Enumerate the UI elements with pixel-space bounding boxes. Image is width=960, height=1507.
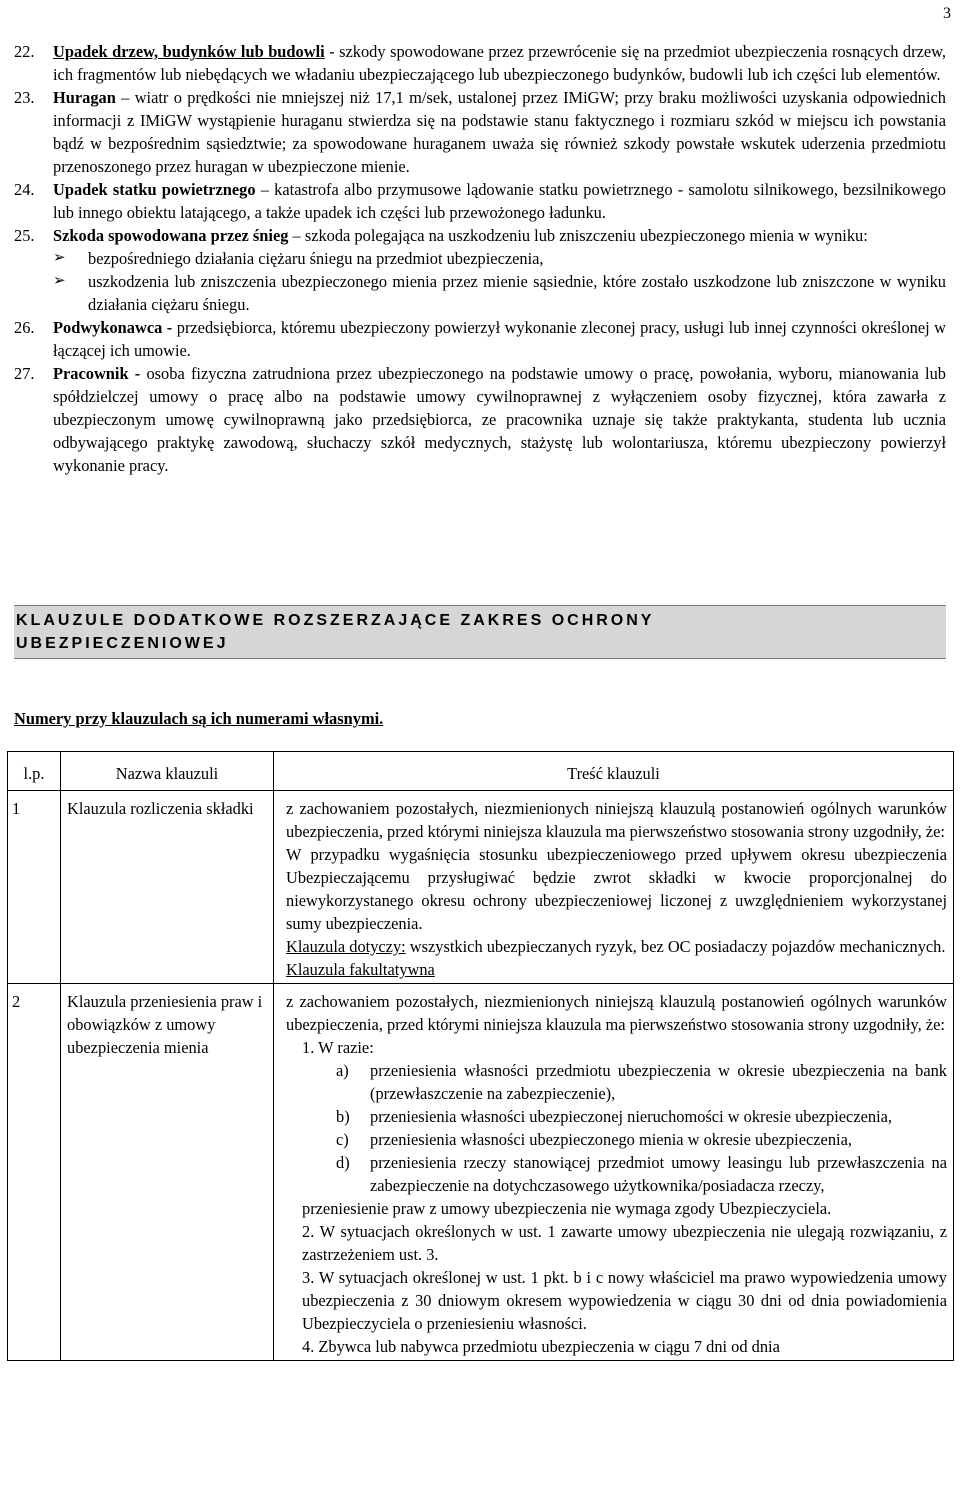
definition-text: – katastrofa albo przymusowe lądowanie statku powietrznego - samolotu silnikowego, bezsilnikowego lub innego obiektu latającego, a także upadek ich części lub przewożonego ładunku.	[53, 180, 946, 222]
definition-item	[14, 224, 946, 316]
arrow-bullet-icon: ➢	[53, 250, 66, 266]
numbering-note: Numery przy klauzulach są ich numerami własnymi.	[14, 709, 384, 728]
list-text: przeniesienia własności przedmiotu ubezpieczenia w okresie ubezpieczenia na bank (przewłaszczenie na zabezpieczenie),	[370, 1061, 947, 1103]
clause-content	[274, 984, 954, 1361]
table-row	[8, 791, 954, 984]
clause-paragraph: przeniesienie praw z umowy ubezpieczenia nie wymaga zgody Ubezpieczyciela.	[302, 1199, 832, 1218]
clause-type: Klauzula fakultatywna	[286, 960, 435, 979]
table-row	[8, 984, 954, 1361]
clause-point: 4. Zbywca lub nabywca przedmiotu ubezpieczenia w ciągu 7 dni od dnia	[302, 1337, 780, 1356]
definition-item	[14, 316, 946, 362]
list-item	[286, 1059, 947, 1105]
column-header-content: Treść klauzuli	[274, 752, 954, 791]
clause-paragraph: z zachowaniem pozostałych, niezmienionych niniejszą klauzulą postanowień ogólnych warunków ubezpieczenia, przed którymi niniejsza klauzula ma pierwszeństwo stosowania strony uzgodniły, że:	[286, 992, 947, 1034]
snow-bullet-list	[53, 247, 946, 316]
definition-text: przedsiębiorca, któremu ubezpieczony powierzył wykonanie zleconej pracy, usługi lub innej czynności określonej w łączącej ich umowie.	[53, 318, 947, 360]
clause-number: 2	[8, 984, 61, 1361]
list-item	[53, 270, 946, 316]
definition-text: – wiatr o prędkości nie mniejszej niż 17,1 m/sek, ustalonej przez IMiGW; przy braku możliwości uzyskania odpowiednich informacji z IMiGW wystąpienie huraganu stwierdza się na podstawie stanu faktycznego i rozmiaru szkód w miejscu ich powstania bądź w bezpośrednim sąsiedztwie; za spowodowane huraganem uważa się również szkody powstałe wskutek uderzenia przedmiotu przenoszonego przez huragan w ubezpieczone mienie.	[53, 88, 946, 176]
clause-point: 1. W razie:	[302, 1038, 374, 1057]
definition-number: 26.	[14, 318, 35, 337]
clause-name: Klauzula rozliczenia składki	[61, 791, 274, 984]
definition-number: 23.	[14, 88, 35, 107]
list-item	[286, 1105, 947, 1128]
list-label: d)	[336, 1153, 350, 1172]
definition-term: Huragan	[53, 88, 116, 107]
definition-item	[14, 178, 946, 224]
list-label: a)	[336, 1061, 349, 1080]
definition-number: 27.	[14, 364, 35, 383]
definition-term: Upadek drzew, budynków lub budowli	[53, 42, 325, 61]
clause-scope-text: wszystkich ubezpieczanych ryzyk, bez OC posiadaczy pojazdów mechanicznych.	[405, 937, 946, 956]
list-text: przeniesienia rzeczy stanowiącej przedmiot umowy leasingu lub przewłaszczenia na zabezpieczenie na dotychczasowego użytkownika/posiadacza rzeczy,	[370, 1153, 947, 1195]
definition-number: 25.	[14, 226, 35, 245]
list-text: przeniesienia własności ubezpieczonego mienia w okresie ubezpieczenia,	[370, 1130, 852, 1149]
clause-point: 2. W sytuacjach określonych w ust. 1 zawarte umowy ubezpieczenia nie ulegają rozwiązaniu, z zastrzeżeniem ust. 3.	[302, 1222, 947, 1264]
clause-paragraph: z zachowaniem pozostałych, niezmienionych niniejszą klauzulą postanowień ogólnych warunków ubezpieczenia, przed którymi niniejsza klauzula ma pierwszeństwo stosowania strony uzgodniły, że:	[286, 799, 947, 841]
definition-term: Pracownik -	[53, 364, 141, 383]
definition-item	[14, 40, 946, 86]
clauses-table	[7, 751, 954, 1361]
definition-item	[14, 362, 946, 477]
definition-text: osoba fizyczna zatrudniona przez ubezpieczonego na podstawie umowy o pracę, powołania, wyboru, mianowania lub spółdzielczej umowy o pracę albo na podstawie umowy cywilnoprawnej z wyłączeniem osoby fizycznej, która zawarła z ubezpieczonym umowę cywilnoprawną jako przedsiębiorca, ze pracownika uznaje się także praktykanta, studenta lub ucznia odbywającego praktykę zawodową, słuchaczy szkół medycznych, stażystę lub wolontariusza, któremu ubezpieczony powierzył wykonanie pracy.	[53, 364, 946, 475]
bullet-text: bezpośredniego działania ciężaru śniegu na przedmiot ubezpieczenia,	[88, 249, 544, 268]
definition-term: Szkoda spowodowana przez śnieg	[53, 226, 289, 245]
list-item	[53, 247, 946, 270]
section-heading-line: KLAUZULE DODATKOWE ROZSZERZAJĄCE ZAKRES OCHRONY	[16, 612, 655, 629]
column-header-name: Nazwa klauzuli	[61, 752, 274, 791]
clause-point: 3. W sytuacjach określonej w ust. 1 pkt. b i c nowy właściciel ma prawo wypowiedzenia umowy ubezpieczenia z 30 dniowym okresem wypowiedzenia w ciągu 30 dni od dnia powiadomienia Ubezpieczyciela o przeniesieniu własności.	[302, 1268, 947, 1333]
bullet-text: uszkodzenia lub zniszczenia ubezpieczonego mienia przez mienie sąsiednie, które zostało uszkodzone lub zniszczone w wyniku działania ciężaru śniegu.	[88, 272, 946, 314]
table-header-row	[8, 752, 954, 791]
clause-number: 1	[8, 791, 61, 984]
definition-item	[14, 86, 946, 178]
clause-paragraph: W przypadku wygaśnięcia stosunku ubezpieczeniowego przed upływem okresu ubezpieczenia Ubezpieczającemu przysługiwać będzie zwrot składki w kwocie proporcjonalnej do niewykorzystanego okresu ochrony ubezpieczeniowej liczonej z uwzględnieniem wykorzystanej sumy ubezpieczenia.	[286, 845, 947, 933]
list-text: przeniesienia własności ubezpieczonej nieruchomości w okresie ubezpieczenia,	[370, 1107, 892, 1126]
definition-text: – szkoda polegająca na uszkodzeniu lub zniszczeniu ubezpieczonego mienia w wyniku:	[288, 226, 868, 245]
definition-number: 24.	[14, 180, 35, 199]
list-item	[286, 1151, 947, 1197]
list-item	[286, 1128, 947, 1151]
column-header-lp: l.p.	[8, 752, 61, 791]
page-number: 3	[943, 5, 951, 22]
definitions-list	[14, 40, 946, 477]
list-label: c)	[336, 1130, 349, 1149]
definition-text: - szkody spowodowane przez przewrócenie się na przedmiot ubezpieczenia rosnących drzew, ich fragmentów lub niebędących we władaniu ubezpieczającego lub ubezpieczonego budynków, budowli lub ich części lub elementów.	[53, 42, 946, 84]
section-heading-line: UBEZPIECZENIOWEJ	[16, 635, 229, 652]
clause-content	[274, 791, 954, 984]
list-label: b)	[336, 1107, 350, 1126]
clause-scope-label: Klauzula dotyczy:	[286, 937, 406, 956]
arrow-bullet-icon: ➢	[53, 273, 66, 289]
definition-term: Podwykonawca -	[53, 318, 173, 337]
clause-paragraph	[286, 935, 947, 958]
section-heading	[14, 605, 946, 659]
definition-number: 22.	[14, 42, 35, 61]
clause-name: Klauzula przeniesienia praw i obowiązków z umowy ubezpieczenia mienia	[61, 984, 274, 1361]
definition-term: Upadek statku powietrznego	[53, 180, 256, 199]
